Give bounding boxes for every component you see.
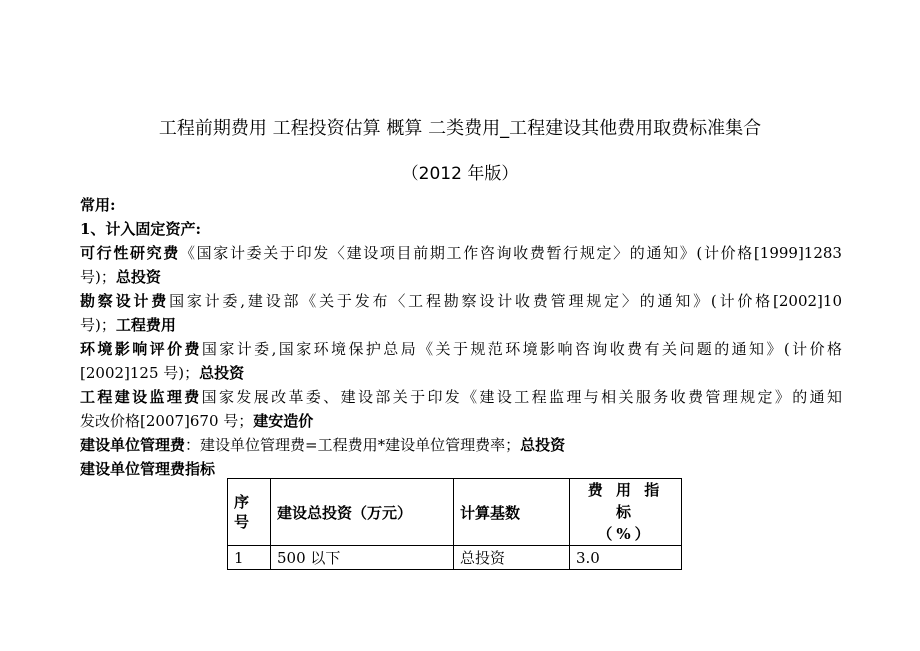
- cell-base: 总投资: [454, 546, 570, 570]
- body-line: [80, 241, 842, 265]
- header-no-text: 序 号: [234, 493, 250, 531]
- body-line: [80, 193, 842, 217]
- bold-text: 常用:: [80, 196, 116, 214]
- cell-investment: 500 以下: [271, 546, 454, 570]
- header-base: 计算基数: [454, 479, 570, 546]
- header-rate-line1: 费 用 指 标: [587, 481, 664, 521]
- cell-rate: 3.0: [570, 546, 682, 570]
- management-fee-table: [227, 478, 682, 570]
- body-line: [80, 433, 842, 457]
- bold-text: 总投资: [115, 268, 161, 286]
- body-text: 号)；: [80, 268, 116, 286]
- body-text: 《国家计委关于印发〈建设项目前期工作咨询收费暂行规定〉的通知》(计价格[1999]1283: [179, 244, 842, 262]
- header-no: [228, 479, 271, 546]
- bold-text: 总投资: [520, 436, 566, 454]
- bold-text: 建设单位管理费: [80, 436, 186, 454]
- table-row: [228, 546, 682, 570]
- body-line: [80, 337, 842, 361]
- bold-text: 建安造价: [253, 412, 314, 430]
- bold-text: 建设单位管理费指标: [80, 460, 216, 478]
- document-body: [80, 193, 842, 481]
- body-line: [80, 409, 842, 433]
- header-rate-line2: （%）: [597, 525, 654, 543]
- body-text: 国家计委,建设部《关于发布〈工程勘察设计收费管理规定〉的通知》(计价格[2002]10: [169, 292, 842, 310]
- body-line: [80, 217, 842, 241]
- bold-text: 总投资: [199, 364, 245, 382]
- body-text: 国家计委,国家环境保护总局《关于规范环境影响咨询收费有关问题的通知》(计价格: [201, 340, 842, 358]
- body-text: 号)；: [80, 316, 116, 334]
- body-text: [2002]125 号)；: [80, 364, 200, 382]
- body-text: ：建设单位管理费=工程费用*建设单位管理费率；: [185, 436, 521, 454]
- header-rate: [570, 479, 682, 546]
- body-line: [80, 313, 842, 337]
- bold-text: 1、计入固定资产:: [80, 220, 201, 238]
- body-text: 发改价格[2007]670 号；: [80, 412, 254, 430]
- cell-no: 1: [228, 546, 271, 570]
- body-line: [80, 385, 842, 409]
- body-line: [80, 289, 842, 313]
- bold-text: 可行性研究费: [80, 244, 180, 262]
- body-line: [80, 265, 842, 289]
- document-edition: （2012 年版）: [401, 164, 519, 184]
- bold-text: 勘察设计费: [80, 292, 170, 310]
- body-text: 国家发展改革委、建设部关于印发《建设工程监理与相关服务收费管理规定》的通知: [201, 388, 842, 406]
- table-header-row: [228, 479, 682, 546]
- body-line: [80, 361, 842, 385]
- bold-text: 工程费用: [115, 316, 176, 334]
- bold-text: 环境影响评价费: [80, 340, 202, 358]
- header-investment: 建设总投资（万元）: [271, 479, 454, 546]
- document-title: 工程前期费用 工程投资估算 概算 二类费用_工程建设其他费用取费标准集合: [158, 118, 762, 139]
- bold-text: 工程建设监理费: [80, 388, 202, 406]
